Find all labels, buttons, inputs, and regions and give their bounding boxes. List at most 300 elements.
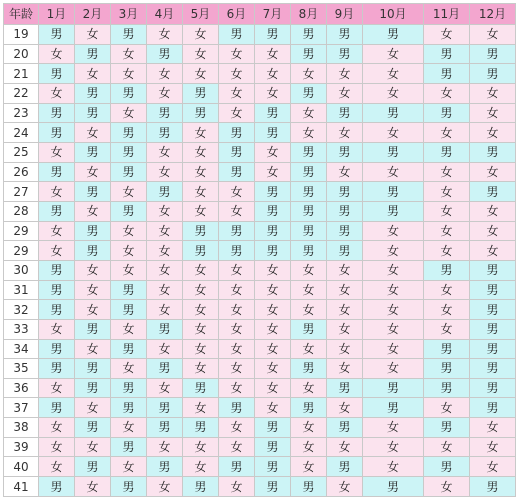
gender-cell: 男 — [75, 222, 110, 241]
gender-cell: 女 — [219, 84, 254, 103]
gender-cell: 男 — [39, 359, 74, 378]
table-row — [4, 163, 515, 182]
gender-cell: 女 — [424, 300, 469, 319]
month-header-4: 4月 — [147, 4, 182, 24]
gender-cell: 男 — [39, 202, 74, 221]
gender-cell: 女 — [470, 202, 515, 221]
gender-cell: 女 — [255, 261, 290, 280]
table-row — [4, 241, 515, 260]
gender-cell: 女 — [470, 457, 515, 476]
gender-prediction-table — [3, 3, 516, 497]
gender-cell: 男 — [39, 25, 74, 44]
gender-cell: 男 — [327, 457, 362, 476]
gender-cell: 女 — [183, 438, 218, 457]
table-row — [4, 300, 515, 319]
gender-cell: 女 — [470, 222, 515, 241]
age-cell: 35 — [4, 359, 38, 378]
gender-cell: 女 — [39, 182, 74, 201]
gender-cell: 女 — [219, 45, 254, 64]
gender-cell: 女 — [219, 182, 254, 201]
gender-cell: 女 — [363, 261, 423, 280]
gender-cell: 男 — [327, 418, 362, 437]
gender-cell: 男 — [255, 477, 290, 496]
gender-cell: 男 — [470, 64, 515, 83]
gender-cell: 男 — [39, 64, 74, 83]
gender-cell: 女 — [147, 222, 182, 241]
gender-cell: 女 — [75, 477, 110, 496]
gender-cell: 男 — [470, 477, 515, 496]
gender-cell: 女 — [75, 163, 110, 182]
gender-cell: 女 — [75, 398, 110, 417]
gender-cell: 男 — [470, 261, 515, 280]
gender-cell: 女 — [291, 261, 326, 280]
gender-cell: 女 — [219, 477, 254, 496]
gender-cell: 男 — [327, 379, 362, 398]
gender-cell: 女 — [39, 45, 74, 64]
gender-cell: 男 — [147, 104, 182, 123]
age-cell: 39 — [4, 438, 38, 457]
gender-cell: 男 — [255, 418, 290, 437]
gender-cell: 男 — [291, 222, 326, 241]
gender-cell: 女 — [183, 64, 218, 83]
table-row — [4, 359, 515, 378]
gender-cell: 女 — [111, 104, 146, 123]
gender-cell: 女 — [363, 163, 423, 182]
gender-cell: 女 — [39, 457, 74, 476]
gender-cell: 男 — [219, 143, 254, 162]
gender-cell: 女 — [327, 300, 362, 319]
gender-cell: 女 — [470, 163, 515, 182]
gender-cell: 男 — [75, 457, 110, 476]
table-row — [4, 457, 515, 476]
age-cell: 31 — [4, 281, 38, 300]
gender-cell: 女 — [75, 438, 110, 457]
month-header-11: 11月 — [424, 4, 469, 24]
gender-cell: 女 — [111, 261, 146, 280]
gender-cell: 男 — [111, 84, 146, 103]
gender-cell: 女 — [327, 398, 362, 417]
age-column-header: 年龄 — [4, 4, 38, 24]
gender-cell: 男 — [424, 64, 469, 83]
gender-cell: 女 — [75, 261, 110, 280]
age-cell: 24 — [4, 123, 38, 142]
age-cell: 22 — [4, 84, 38, 103]
gender-cell: 女 — [255, 143, 290, 162]
gender-cell: 女 — [363, 45, 423, 64]
age-cell: 26 — [4, 163, 38, 182]
gender-cell: 女 — [111, 45, 146, 64]
gender-cell: 男 — [111, 202, 146, 221]
gender-cell: 女 — [424, 320, 469, 339]
gender-cell: 女 — [183, 359, 218, 378]
gender-cell: 男 — [363, 104, 423, 123]
gender-cell: 男 — [470, 45, 515, 64]
table-row — [4, 84, 515, 103]
gender-cell: 女 — [39, 222, 74, 241]
gender-cell: 男 — [363, 202, 423, 221]
gender-cell: 男 — [183, 379, 218, 398]
gender-cell: 男 — [75, 84, 110, 103]
gender-cell: 男 — [424, 418, 469, 437]
gender-cell: 男 — [363, 143, 423, 162]
gender-cell: 女 — [39, 320, 74, 339]
gender-cell: 男 — [75, 104, 110, 123]
gender-cell: 女 — [363, 123, 423, 142]
gender-cell: 女 — [327, 477, 362, 496]
gender-cell: 女 — [219, 202, 254, 221]
gender-cell: 女 — [219, 300, 254, 319]
gender-cell: 女 — [327, 320, 362, 339]
gender-cell: 女 — [327, 438, 362, 457]
gender-cell: 男 — [255, 438, 290, 457]
gender-cell: 女 — [147, 241, 182, 260]
gender-cell: 女 — [111, 222, 146, 241]
age-cell: 32 — [4, 300, 38, 319]
gender-cell: 女 — [219, 418, 254, 437]
gender-cell: 女 — [424, 84, 469, 103]
gender-cell: 男 — [470, 398, 515, 417]
gender-cell: 男 — [470, 281, 515, 300]
gender-cell: 男 — [470, 143, 515, 162]
gender-cell: 女 — [470, 438, 515, 457]
gender-cell: 女 — [255, 163, 290, 182]
gender-cell: 男 — [183, 477, 218, 496]
gender-chart-table-wrapper — [3, 3, 507, 497]
table-row — [4, 418, 515, 437]
gender-cell: 女 — [219, 320, 254, 339]
gender-cell: 男 — [147, 45, 182, 64]
gender-cell: 男 — [255, 182, 290, 201]
gender-cell: 男 — [327, 222, 362, 241]
gender-cell: 女 — [183, 261, 218, 280]
age-cell: 25 — [4, 143, 38, 162]
gender-cell: 男 — [470, 320, 515, 339]
gender-cell: 女 — [183, 457, 218, 476]
month-header-8: 8月 — [291, 4, 326, 24]
gender-cell: 男 — [291, 163, 326, 182]
table-row — [4, 143, 515, 162]
gender-cell: 男 — [147, 418, 182, 437]
gender-cell: 男 — [255, 222, 290, 241]
gender-cell: 女 — [39, 84, 74, 103]
gender-cell: 女 — [363, 300, 423, 319]
gender-cell: 女 — [363, 64, 423, 83]
gender-cell: 女 — [219, 64, 254, 83]
age-cell: 40 — [4, 457, 38, 476]
gender-cell: 女 — [255, 64, 290, 83]
gender-cell: 男 — [255, 457, 290, 476]
gender-cell: 男 — [363, 379, 423, 398]
gender-cell: 女 — [111, 182, 146, 201]
gender-cell: 女 — [363, 281, 423, 300]
gender-cell: 男 — [291, 320, 326, 339]
gender-cell: 女 — [183, 320, 218, 339]
age-cell: 20 — [4, 45, 38, 64]
gender-cell: 女 — [255, 398, 290, 417]
month-header-5: 5月 — [183, 4, 218, 24]
gender-cell: 男 — [219, 457, 254, 476]
gender-cell: 女 — [291, 123, 326, 142]
gender-cell: 女 — [363, 84, 423, 103]
table-row — [4, 398, 515, 417]
header-row — [4, 4, 515, 24]
gender-cell: 男 — [75, 182, 110, 201]
gender-cell: 女 — [470, 123, 515, 142]
gender-cell: 男 — [183, 418, 218, 437]
gender-cell: 女 — [291, 64, 326, 83]
age-cell: 30 — [4, 261, 38, 280]
age-cell: 23 — [4, 104, 38, 123]
gender-cell: 男 — [291, 477, 326, 496]
gender-cell: 女 — [363, 222, 423, 241]
table-row — [4, 222, 515, 241]
gender-cell: 男 — [111, 25, 146, 44]
gender-cell: 男 — [183, 104, 218, 123]
gender-cell: 男 — [39, 340, 74, 359]
gender-cell: 女 — [255, 45, 290, 64]
gender-cell: 男 — [39, 398, 74, 417]
gender-cell: 男 — [470, 340, 515, 359]
gender-cell: 男 — [75, 143, 110, 162]
gender-cell: 女 — [219, 261, 254, 280]
gender-cell: 女 — [147, 143, 182, 162]
gender-cell: 女 — [470, 25, 515, 44]
gender-cell: 女 — [424, 202, 469, 221]
gender-cell: 男 — [291, 45, 326, 64]
gender-cell: 女 — [111, 359, 146, 378]
table-row — [4, 261, 515, 280]
gender-cell: 女 — [424, 222, 469, 241]
gender-cell: 男 — [75, 359, 110, 378]
gender-cell: 男 — [470, 359, 515, 378]
gender-cell: 女 — [147, 300, 182, 319]
gender-cell: 女 — [183, 340, 218, 359]
age-cell: 21 — [4, 64, 38, 83]
gender-cell: 男 — [219, 398, 254, 417]
gender-cell: 女 — [183, 300, 218, 319]
gender-cell: 女 — [424, 25, 469, 44]
gender-cell: 男 — [470, 300, 515, 319]
gender-cell: 男 — [75, 320, 110, 339]
gender-cell: 男 — [183, 241, 218, 260]
table-row — [4, 340, 515, 359]
gender-cell: 男 — [363, 477, 423, 496]
gender-cell: 男 — [39, 123, 74, 142]
gender-cell: 男 — [291, 398, 326, 417]
age-cell: 28 — [4, 202, 38, 221]
gender-cell: 男 — [255, 104, 290, 123]
gender-cell: 女 — [111, 457, 146, 476]
gender-cell: 男 — [111, 123, 146, 142]
gender-cell: 女 — [75, 202, 110, 221]
gender-cell: 男 — [470, 182, 515, 201]
gender-cell: 女 — [424, 163, 469, 182]
gender-cell: 女 — [255, 300, 290, 319]
gender-cell: 女 — [424, 182, 469, 201]
gender-cell: 女 — [75, 340, 110, 359]
table-row — [4, 64, 515, 83]
gender-cell: 女 — [75, 64, 110, 83]
gender-cell: 女 — [219, 281, 254, 300]
age-cell: 38 — [4, 418, 38, 437]
table-row — [4, 379, 515, 398]
gender-cell: 女 — [39, 241, 74, 260]
gender-cell: 女 — [147, 163, 182, 182]
month-header-10: 10月 — [363, 4, 423, 24]
gender-cell: 男 — [219, 163, 254, 182]
gender-cell: 女 — [470, 418, 515, 437]
gender-cell: 女 — [363, 320, 423, 339]
age-cell: 33 — [4, 320, 38, 339]
gender-cell: 男 — [470, 379, 515, 398]
gender-cell: 男 — [327, 25, 362, 44]
gender-cell: 男 — [291, 359, 326, 378]
table-row — [4, 477, 515, 496]
table-row — [4, 320, 515, 339]
gender-cell: 女 — [183, 398, 218, 417]
gender-cell: 男 — [255, 202, 290, 221]
gender-cell: 男 — [255, 241, 290, 260]
gender-cell: 女 — [147, 379, 182, 398]
gender-cell: 女 — [111, 241, 146, 260]
gender-cell: 女 — [424, 398, 469, 417]
gender-cell: 男 — [147, 182, 182, 201]
gender-cell: 女 — [147, 84, 182, 103]
age-cell: 41 — [4, 477, 38, 496]
gender-cell: 女 — [219, 379, 254, 398]
gender-cell: 男 — [75, 241, 110, 260]
gender-cell: 女 — [327, 123, 362, 142]
age-cell: 29 — [4, 222, 38, 241]
gender-cell: 女 — [363, 438, 423, 457]
gender-cell: 男 — [147, 320, 182, 339]
age-cell: 34 — [4, 340, 38, 359]
gender-cell: 男 — [111, 163, 146, 182]
gender-cell: 男 — [219, 123, 254, 142]
gender-cell: 女 — [183, 25, 218, 44]
gender-cell: 男 — [183, 84, 218, 103]
month-header-1: 1月 — [39, 4, 74, 24]
gender-cell: 女 — [183, 182, 218, 201]
gender-cell: 男 — [147, 457, 182, 476]
gender-cell: 女 — [147, 340, 182, 359]
month-header-6: 6月 — [219, 4, 254, 24]
gender-cell: 女 — [39, 143, 74, 162]
gender-cell: 女 — [327, 64, 362, 83]
gender-cell: 男 — [111, 379, 146, 398]
gender-cell: 女 — [291, 340, 326, 359]
gender-cell: 男 — [327, 45, 362, 64]
gender-cell: 女 — [183, 143, 218, 162]
age-cell: 37 — [4, 398, 38, 417]
gender-cell: 男 — [39, 281, 74, 300]
gender-cell: 男 — [75, 379, 110, 398]
gender-cell: 女 — [147, 64, 182, 83]
gender-cell: 男 — [39, 104, 74, 123]
gender-cell: 男 — [424, 379, 469, 398]
gender-cell: 男 — [424, 45, 469, 64]
gender-cell: 男 — [219, 25, 254, 44]
gender-cell: 女 — [219, 359, 254, 378]
gender-cell: 女 — [147, 281, 182, 300]
table-row — [4, 281, 515, 300]
table-row — [4, 123, 515, 142]
gender-cell: 女 — [327, 84, 362, 103]
gender-cell: 男 — [363, 25, 423, 44]
gender-cell: 女 — [183, 45, 218, 64]
month-header-2: 2月 — [75, 4, 110, 24]
gender-cell: 男 — [183, 222, 218, 241]
gender-cell: 女 — [363, 359, 423, 378]
gender-cell: 女 — [327, 163, 362, 182]
gender-cell: 男 — [327, 182, 362, 201]
gender-cell: 男 — [424, 340, 469, 359]
gender-cell: 女 — [147, 261, 182, 280]
gender-cell: 男 — [147, 123, 182, 142]
table-row — [4, 25, 515, 44]
gender-cell: 女 — [147, 25, 182, 44]
gender-cell: 女 — [255, 340, 290, 359]
gender-cell: 男 — [111, 143, 146, 162]
gender-cell: 女 — [255, 84, 290, 103]
gender-cell: 女 — [39, 379, 74, 398]
gender-cell: 女 — [111, 418, 146, 437]
gender-cell: 男 — [291, 241, 326, 260]
gender-cell: 女 — [470, 84, 515, 103]
gender-cell: 女 — [255, 281, 290, 300]
gender-cell: 女 — [327, 281, 362, 300]
gender-cell: 女 — [183, 281, 218, 300]
gender-cell: 男 — [39, 477, 74, 496]
gender-cell: 女 — [327, 261, 362, 280]
gender-cell: 女 — [363, 340, 423, 359]
gender-cell: 女 — [75, 300, 110, 319]
gender-cell: 女 — [147, 202, 182, 221]
gender-cell: 男 — [291, 84, 326, 103]
gender-cell: 男 — [111, 340, 146, 359]
gender-cell: 女 — [219, 340, 254, 359]
gender-cell: 女 — [75, 123, 110, 142]
gender-cell: 男 — [424, 359, 469, 378]
gender-cell: 男 — [327, 241, 362, 260]
gender-cell: 男 — [327, 202, 362, 221]
gender-cell: 女 — [470, 104, 515, 123]
gender-cell: 男 — [111, 281, 146, 300]
gender-cell: 女 — [111, 320, 146, 339]
gender-cell: 女 — [147, 477, 182, 496]
gender-cell: 男 — [75, 418, 110, 437]
gender-cell: 男 — [39, 163, 74, 182]
gender-cell: 男 — [424, 104, 469, 123]
gender-cell: 男 — [291, 202, 326, 221]
gender-cell: 女 — [363, 457, 423, 476]
gender-cell: 女 — [363, 418, 423, 437]
month-header-7: 7月 — [255, 4, 290, 24]
gender-cell: 女 — [424, 241, 469, 260]
month-header-12: 12月 — [470, 4, 515, 24]
gender-cell: 女 — [327, 359, 362, 378]
gender-cell: 男 — [255, 123, 290, 142]
gender-cell: 男 — [111, 300, 146, 319]
gender-cell: 男 — [75, 45, 110, 64]
gender-cell: 女 — [424, 477, 469, 496]
gender-cell: 女 — [183, 123, 218, 142]
gender-cell: 女 — [183, 163, 218, 182]
gender-cell: 男 — [111, 477, 146, 496]
month-header-9: 9月 — [327, 4, 362, 24]
gender-cell: 女 — [219, 438, 254, 457]
table-row — [4, 104, 515, 123]
